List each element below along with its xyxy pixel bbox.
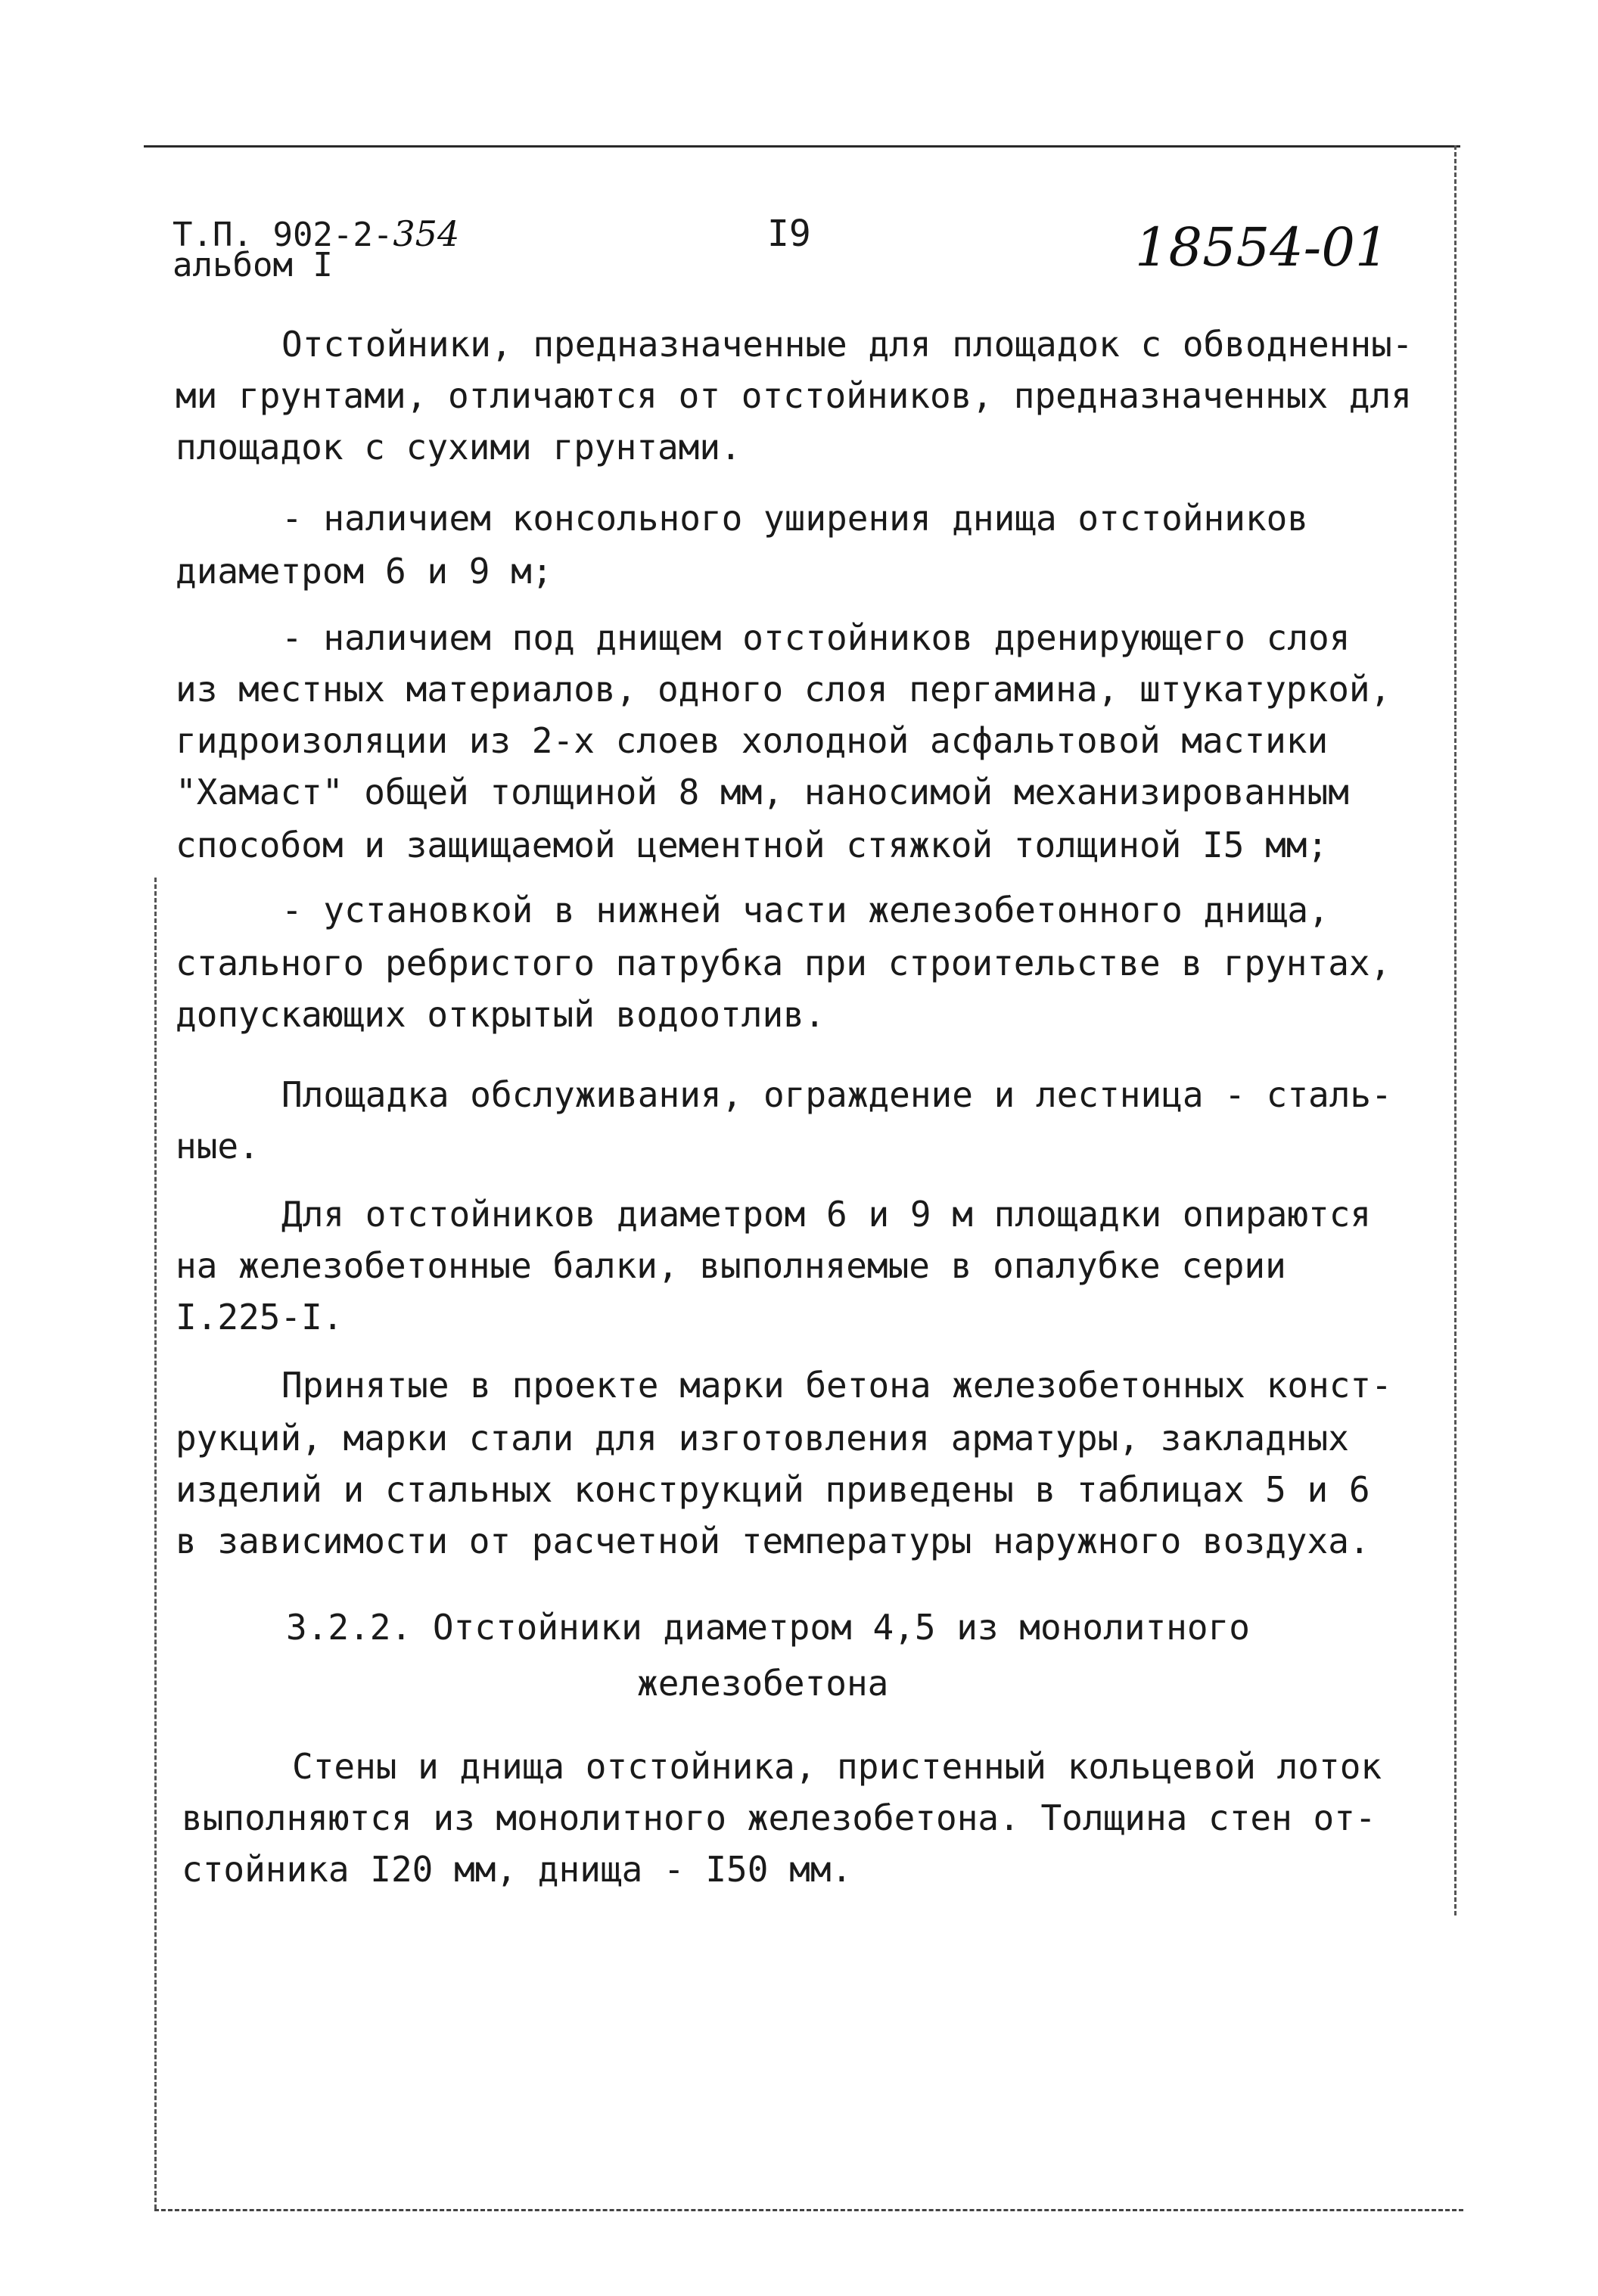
p8-line-1: Стены и днища отстойника, пристенный кольцевой лоток <box>292 1746 1382 1787</box>
p5-line-1: Площадка обслуживания, ограждение и лестница - сталь- <box>281 1074 1392 1115</box>
frame-right-line <box>1454 145 1457 1915</box>
frame-bottom-line <box>154 2209 1463 2211</box>
frame-left-line <box>154 878 157 2209</box>
p3-line-5: способом и защищаемой цементной стяжкой толщиной I5 мм; <box>176 825 1329 865</box>
page-number: I9 <box>767 213 811 255</box>
p2-line-1: - наличием консольного уширения днища отстойников <box>281 498 1309 539</box>
p1-line-3: площадок с сухими грунтами. <box>176 427 741 468</box>
p3-line-3: гидроизоляции из 2-х слоев холодной асфальтовой мастики <box>176 720 1329 761</box>
p4-line-2: стального ребристого патрубка при строительстве в грунтах, <box>176 943 1391 983</box>
section-heading-line-1: 3.2.2. Отстойники диаметром 4,5 из монолитного <box>286 1607 1250 1648</box>
p4-line-3: допускающих открытый водоотлив. <box>176 994 825 1035</box>
p7-line-2: рукций, марки стали для изготовления арматуры, закладных <box>176 1418 1349 1459</box>
section-heading-line-2: железобетона <box>637 1663 889 1704</box>
p8-line-3: стойника I20 мм, днища - I50 мм. <box>182 1849 853 1890</box>
p6-line-1: Для отстойников диаметром 6 и 9 м площадки опираются <box>281 1194 1372 1235</box>
designation-text: Т.П. 902-2- <box>173 216 393 254</box>
frame-top-line <box>144 145 1460 148</box>
album-label: альбом I <box>173 246 333 284</box>
p4-line-1: - установкой в нижней части железобетонного днища, <box>281 890 1329 931</box>
p6-line-2: на железобетонные балки, выполняемые в опалубке серии <box>176 1245 1286 1286</box>
designation-handwritten: 354 <box>393 213 460 254</box>
inventory-number-handwritten: 18554-01 <box>1135 216 1389 278</box>
p1-line-1: Отстойники, предназначенные для площадок с обводненны- <box>281 324 1413 365</box>
p7-line-3: изделий и стальных конструкций приведены в таблицах 5 и 6 <box>176 1469 1370 1510</box>
p3-line-1: - наличием под днищем отстойников дренирующего слоя <box>281 617 1351 658</box>
p5-line-2: ные. <box>176 1126 260 1167</box>
p3-line-2: из местных материалов, одного слоя пергамина, штукатуркой, <box>176 669 1391 710</box>
p3-line-4: "Хамаст" общей толщиной 8 мм, наносимой механизированным <box>176 772 1349 812</box>
p6-line-3: I.225-I. <box>176 1297 344 1338</box>
p1-line-2: ми грунтами, отличаются от отстойников, предназначенных для <box>176 375 1412 416</box>
p2-line-2: диаметром 6 и 9 м; <box>176 551 553 592</box>
p7-line-1: Принятые в проекте марки бетона железобетонных конст- <box>281 1365 1392 1406</box>
p8-line-2: выполняются из монолитного железобетона. Толщина стен от- <box>182 1797 1376 1838</box>
p7-line-4: в зависимости от расчетной температуры наружного воздуха. <box>176 1521 1370 1561</box>
